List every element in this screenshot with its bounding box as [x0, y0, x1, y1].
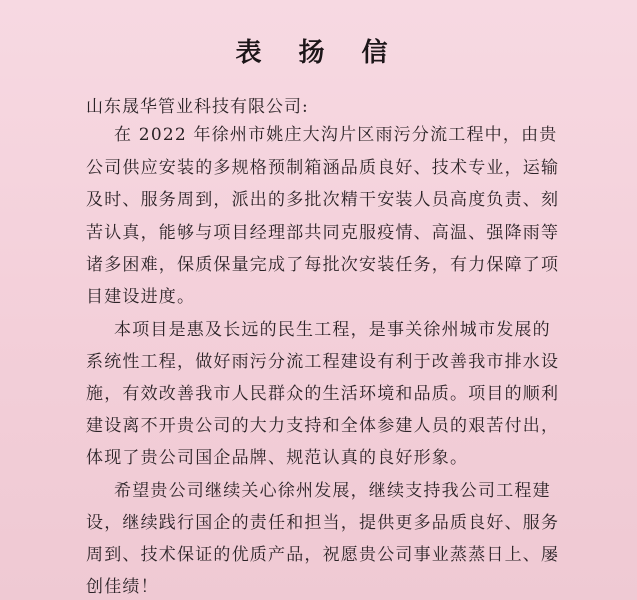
letter-line: 系统性工程，做好雨污分流工程建设有利于改善我市排水设: [86, 352, 560, 372]
letter-line: 创佳绩！: [86, 577, 159, 597]
letter-line: 目建设进度。: [86, 287, 196, 307]
letter-line: 施，有效改善我市人民群众的生活环境和品质。项目的顺利: [86, 384, 560, 404]
letter-line: 建设离不开贵公司的大力支持和全体参建人员的艰苦付出，: [86, 416, 560, 436]
letter-line: 苦认真，能够与项目经理部共同克服疫情、高温、强降雨等: [86, 223, 560, 243]
letter-line: 设，继续践行国企的责任和担当，提供更多品质良好、服务: [86, 513, 560, 533]
letter-line: 及时、服务周到，派出的多批次精干安装人员高度负责、刻: [86, 190, 560, 210]
letter-salutation: 山东晟华管业科技有限公司:: [86, 97, 309, 117]
letter-line: 希望贵公司继续关心徐州发展，继续支持我公司工程建: [114, 481, 551, 501]
letter-line: 周到、技术保证的优质产品，祝愿贵公司事业蒸蒸日上、屡: [86, 545, 560, 565]
letter-title: 表 扬 信: [235, 38, 402, 68]
letter-line: 在 2022 年徐州市姚庄大沟片区雨污分流工程中，由贵: [114, 125, 558, 145]
letter-line: 本项目是惠及长远的民生工程，是事关徐州城市发展的: [114, 320, 551, 340]
letter-line: 体现了贵公司国企品牌、规范认真的良好形象。: [86, 448, 469, 468]
letter-line: 公司供应安装的多规格预制箱涵品质良好、技术专业，运输: [86, 158, 560, 178]
letter-line: 诸多困难，保质保量完成了每批次安装任务，有力保障了项: [86, 255, 560, 275]
